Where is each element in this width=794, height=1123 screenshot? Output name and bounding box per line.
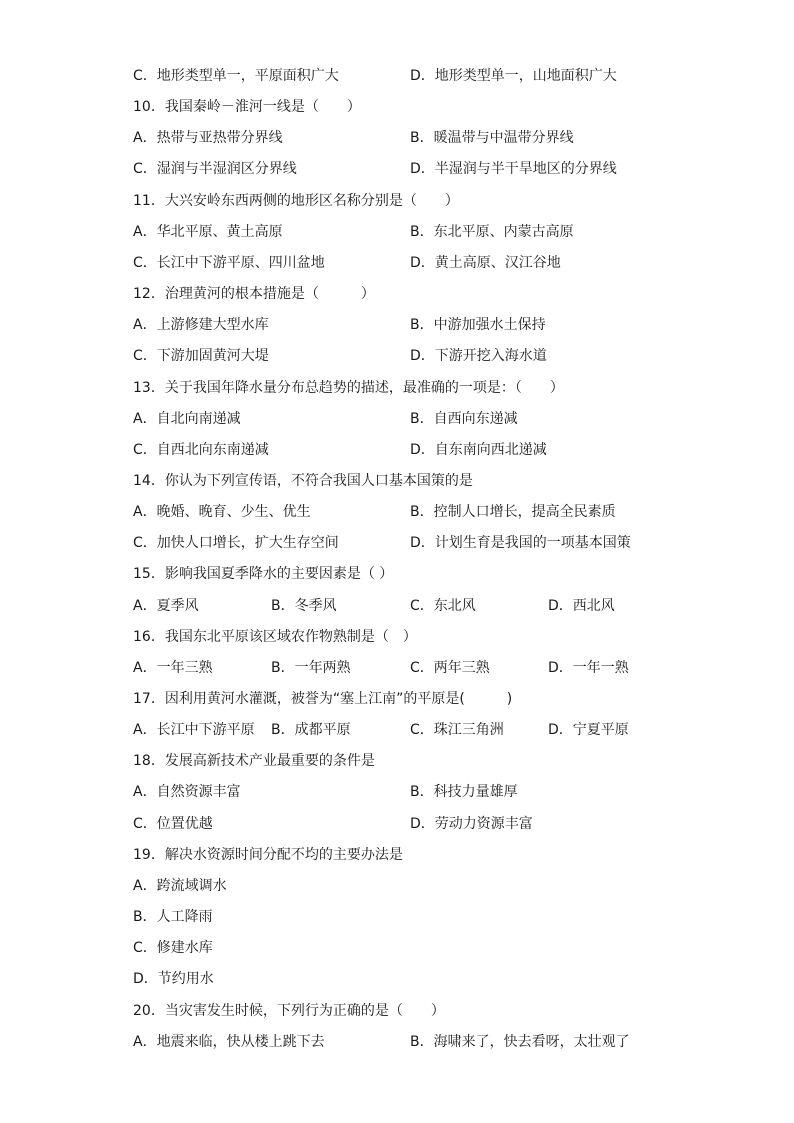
answer-option[interactable]: B．冬季风 — [271, 597, 337, 614]
answer-option[interactable]: C．两年三熟 — [410, 659, 490, 676]
answer-option[interactable]: B．一年两熟 — [271, 659, 351, 676]
question-stem: 12．治理黄河的根本措施是（ ） — [133, 286, 375, 303]
answer-option[interactable]: D．西北风 — [548, 597, 615, 614]
question-stem: 11．大兴安岭东西两侧的地形区名称分别是（ ） — [133, 192, 459, 209]
question-stem: 10．我国秦岭－淮河一线是（ ） — [133, 99, 361, 116]
answer-option[interactable]: B．海啸来了，快去看呀，太壮观了 — [410, 1033, 630, 1050]
answer-option[interactable]: C．自西北向东南递减 — [133, 441, 269, 458]
question-stem: 15．影响我国夏季降水的主要因素是（ ） — [133, 566, 394, 583]
answer-option[interactable]: C．加快人口增长，扩大生存空间 — [133, 535, 339, 552]
answer-option[interactable]: A．上游修建大型水库 — [133, 317, 269, 334]
answer-option[interactable]: D．一年一熟 — [548, 659, 629, 676]
answer-option[interactable]: A．长江中下游平原 — [133, 722, 255, 739]
answer-option[interactable]: D．自东南向西北递减 — [410, 441, 547, 458]
answer-option[interactable]: D．劳动力资源丰富 — [410, 815, 533, 832]
answer-option[interactable]: A．地震来临，快从楼上跳下去 — [133, 1033, 325, 1050]
answer-option[interactable]: D．节约用水 — [133, 971, 214, 988]
answer-option[interactable]: C．湿润与半湿润区分界线 — [133, 161, 297, 178]
answer-option[interactable]: A．晚婚、晚育、少生、优生 — [133, 504, 311, 521]
answer-option[interactable]: B．科技力量雄厚 — [410, 784, 518, 801]
question-stem: 20．当灾害发生时候，下列行为正确的是（ ） — [133, 1002, 445, 1019]
question-stem: 19．解决水资源时间分配不均的主要办法是 — [133, 846, 403, 863]
question-stem: 13．关于我国年降水量分布总趋势的描述，最准确的一项是：（ ） — [133, 379, 564, 396]
answer-option[interactable]: C．珠江三角洲 — [410, 722, 504, 739]
answer-option[interactable]: A．跨流域调水 — [133, 877, 227, 894]
answer-option[interactable]: C．位置优越 — [133, 815, 213, 832]
answer-option[interactable]: B．人工降雨 — [133, 909, 213, 926]
answer-option[interactable]: B．东北平原、内蒙古高原 — [410, 223, 574, 240]
answer-option[interactable]: D．宁夏平原 — [548, 722, 629, 739]
answer-option[interactable]: C．东北风 — [410, 597, 476, 614]
question-stem: 14．你认为下列宣传语，不符合我国人口基本国策的是 — [133, 472, 473, 489]
answer-option[interactable]: A．热带与亚热带分界线 — [133, 130, 283, 147]
answer-option[interactable]: C．下游加固黄河大堤 — [133, 348, 269, 365]
answer-option[interactable]: D．下游开挖入海水道 — [410, 348, 547, 365]
answer-option[interactable]: A．夏季风 — [133, 597, 199, 614]
answer-option[interactable]: B．中游加强水土保持 — [410, 317, 546, 334]
answer-option[interactable]: C．长江中下游平原、四川盆地 — [133, 254, 325, 271]
answer-option[interactable]: D．地形类型单一，山地面积广大 — [410, 68, 617, 84]
answer-option[interactable]: B．暖温带与中温带分界线 — [410, 130, 574, 147]
answer-option[interactable]: C．修建水库 — [133, 940, 213, 957]
answer-option[interactable]: A．自然资源丰富 — [133, 784, 241, 801]
answer-option[interactable]: C．地形类型单一，平原面积广大 — [133, 68, 339, 84]
answer-option[interactable]: D．半湿润与半干旱地区的分界线 — [410, 161, 617, 178]
question-stem: 18．发展高新技术产业最重要的条件是 — [133, 753, 375, 770]
answer-option[interactable]: D．计划生育是我国的一项基本国策 — [410, 535, 631, 552]
question-stem: 16．我国东北平原该区域农作物熟制是（ ） — [133, 628, 417, 645]
answer-option[interactable]: B．成都平原 — [271, 722, 351, 739]
answer-option[interactable]: B．自西向东递减 — [410, 410, 518, 427]
answer-option[interactable]: A．一年三熟 — [133, 659, 213, 676]
answer-option[interactable]: D．黄土高原、汉江谷地 — [410, 254, 561, 271]
answer-option[interactable]: A．华北平原、黄土高原 — [133, 223, 283, 240]
answer-option[interactable]: B．控制人口增长，提高全民素质 — [410, 504, 616, 521]
answer-option[interactable]: A．自北向南递减 — [133, 410, 241, 427]
question-stem: 17．因利用黄河水灌溉，被誉为“塞上江南”的平原是( ) — [133, 691, 513, 707]
